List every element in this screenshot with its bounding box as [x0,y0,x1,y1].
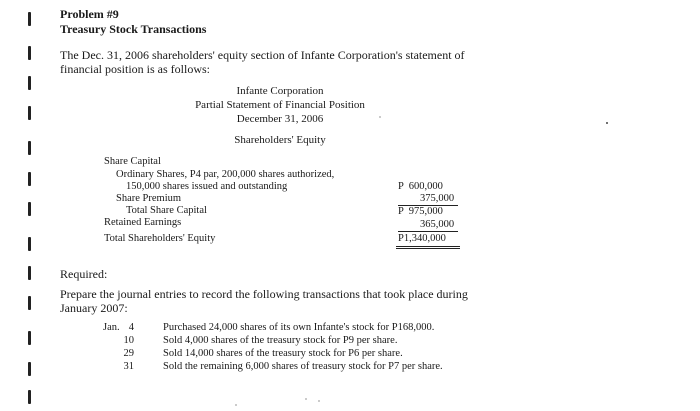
transaction-month: Jan. [103,322,120,333]
amount-retained-earnings: 365,000 [420,219,455,230]
margin-rule [28,331,31,345]
scan-speck [606,122,608,124]
required-line-1: Prepare the journal entries to record the following transactions that took place during [60,287,468,301]
transaction-description: Sold 4,000 shares of the treasury stock for P9 per share. [163,335,398,346]
transaction-description: Sold the remaining 6,000 shares of treasury stock for P7 per share. [163,361,443,372]
underline [398,231,458,232]
intro-line-1: The Dec. 31, 2006 shareholders' equity section of Infante Corporation's statement of [60,48,465,62]
required-line-2: January 2007: [60,301,128,315]
problem-number: Problem #9 [60,7,119,21]
margin-rule [28,266,31,280]
amount-total-equity: P1,340,000 [398,233,446,244]
margin-rule [28,172,31,186]
transaction-day: 10 [123,335,134,346]
scan-speck [379,116,381,118]
required-heading: Required: [60,267,108,281]
intro-line-2: financial position is as follows: [60,62,210,76]
margin-rule [28,237,31,251]
transaction-day: 29 [123,348,134,359]
row-retained-earnings: Retained Earnings [104,217,182,228]
statement-date: December 31, 2006 [236,113,324,125]
margin-rule [28,390,31,404]
scan-speck [318,400,320,402]
transaction-day: 4 [128,322,134,333]
statement-title: Partial Statement of Financial Position [195,99,365,111]
amount-ordinary-shares: P 600,000 [398,181,443,192]
amount-total-share-capital: P 975,000 [398,206,443,217]
double-underline [396,248,460,249]
row-share-premium: Share Premium [116,193,182,204]
margin-rule [28,202,31,216]
transaction-description: Sold 14,000 shares of the treasury stock for P6 per share. [163,348,403,359]
row-total-share-capital: Total Share Capital [126,205,207,216]
margin-rule [28,46,31,60]
margin-rule [28,12,31,26]
transaction-description: Purchased 24,000 shares of its own Infante's stock for P168,000. [163,322,435,333]
transaction-day: 31 [123,361,134,372]
company-name: Infante Corporation [236,85,324,97]
margin-rule [28,362,31,376]
problem-topic: Treasury Stock Transactions [60,22,207,36]
row-ordinary-shares: Ordinary Shares, P4 par, 200,000 shares authorized, [116,169,335,180]
section-title: Shareholders' Equity [234,134,326,146]
row-issued-outstanding: 150,000 shares issued and outstanding [126,181,288,192]
row-share-capital: Share Capital [104,156,161,167]
double-underline [396,246,460,247]
amount-share-premium: 375,000 [420,193,455,204]
scan-speck [305,398,307,400]
row-total-equity: Total Shareholders' Equity [104,233,216,244]
margin-rule [28,296,31,310]
scan-speck [235,404,237,406]
